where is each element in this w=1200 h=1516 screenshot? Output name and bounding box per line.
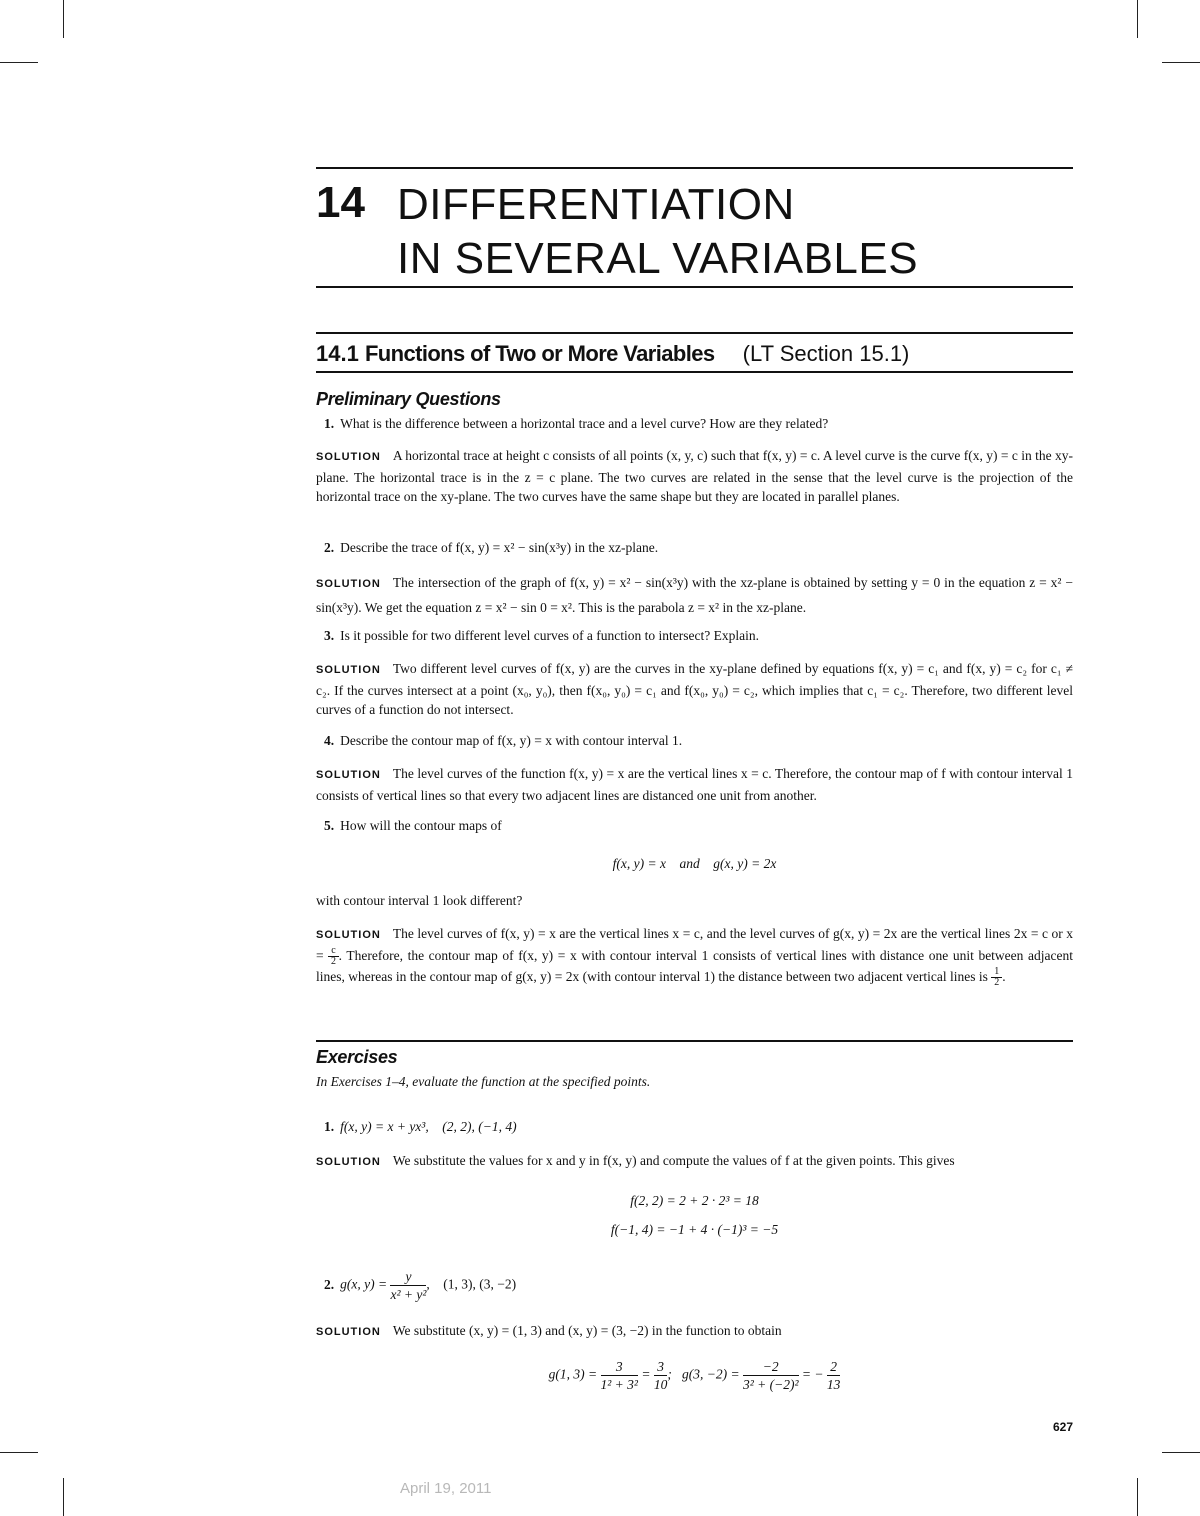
crop-mark — [1162, 62, 1200, 63]
section-number: 14.1 — [316, 341, 359, 366]
section-top-rule — [316, 332, 1073, 334]
question-5-display: f(x, y) = x and g(x, y) = 2x — [612, 856, 777, 871]
preliminary-heading: Preliminary Questions — [316, 389, 501, 409]
crop-mark — [63, 1478, 64, 1516]
date-stamp: April 19, 2011 — [400, 1480, 492, 1497]
crop-mark — [63, 0, 64, 38]
solution-label: SOLUTION — [316, 769, 381, 781]
solution-label: SOLUTION — [316, 929, 381, 941]
fraction: $\frac{c}{2}$ — [328, 946, 338, 967]
question-2: 2. Describe the trace of f(x, y) = x² − sin(x³y) in the xz-plane. — [324, 540, 659, 555]
fraction: $\frac{2}{13}$ — [826, 1359, 841, 1392]
chapter-top-rule — [316, 167, 1073, 169]
question-1: 1. What is the difference between a horizontal trace and a level curve? How are they related? — [324, 416, 829, 431]
crop-mark — [1137, 0, 1138, 38]
crop-mark — [1137, 1478, 1138, 1516]
question-4: 4. Describe the contour map of f(x, y) = x with contour interval 1. — [324, 733, 683, 748]
section-reference: (LT Section 15.1) — [742, 341, 910, 366]
exercise-1-line1: f(2, 2) = 2 + 2 · 2³ = 18 — [630, 1193, 759, 1208]
section-heading — [316, 340, 909, 368]
question-5-continued: with contour interval 1 look different? — [316, 893, 523, 908]
solution-5: SOLUTION The level curves of f(x, y) = x are the vertical lines x = c, and the level curves of g(x, y) = 2x are the vertical lines 2x = c or x = $\frac{c}{2}$ . Therefore, the contour map of f(x, y) = x with contour interval 1 consists of vertical lines with distance one unit between adjacent lines, whereas in the contour map of g(x, y) = 2x (with contour interval 1) the distance between two adjacent vertical lines is $\frac{1}{2}$ . — [316, 926, 1073, 989]
fraction: $\frac{3}{\text{1² + 3²}}$ — [600, 1359, 638, 1392]
fraction: $\frac{-2}{\text{3² + (−2)²}}$ — [742, 1359, 799, 1392]
fraction: $\frac{1}{2}$ — [991, 967, 1002, 988]
exercises-rule — [316, 1040, 1073, 1042]
solution-label: SOLUTION — [316, 1326, 381, 1338]
solution-1: SOLUTION A horizontal trace at height c consists of all points (x, y, c) such that f(x, y) = c. A level curve is the curve f(x, y) = c in the xy-plane. The horizontal trace is in the z = c plane. The two curves are related in the sense that the level curve is the projection of the horizontal trace on the xy-plane. The two curves have the same shape but they are located in parallel planes. — [316, 448, 1073, 504]
chapter-title-line2: IN SEVERAL VARIABLES — [397, 234, 919, 283]
exercise-2-solution: SOLUTION We substitute (x, y) = (1, 3) and (x, y) = (3, −2) in the function to obtain — [316, 1323, 782, 1338]
solution-label: SOLUTION — [316, 451, 381, 463]
solution-label: SOLUTION — [316, 1156, 381, 1168]
question-5: 5. How will the contour maps of — [324, 818, 502, 833]
page-number: 627 — [1053, 1420, 1074, 1434]
fraction: $\frac{3}{10}$ — [653, 1359, 668, 1392]
solution-4: SOLUTION The level curves of the function f(x, y) = x are the vertical lines x = c. Therefore, the contour map of f with contour interval 1 consists of vertical lines so that every two adjacent lines are distanced one unit from another. — [316, 766, 1073, 803]
crop-mark — [0, 1452, 38, 1453]
section-bottom-rule — [316, 371, 1073, 373]
exercise-2: 2. g(x, y) = $\frac{y}{\text{x² + y²}}$ , (1, 3), (3, −2) — [324, 1269, 517, 1302]
crop-mark — [1162, 1452, 1200, 1453]
chapter-title — [397, 178, 918, 286]
chapter-bottom-rule — [316, 286, 1073, 288]
exercises-heading: Exercises — [316, 1047, 398, 1067]
fraction: $\frac{y}{\text{x² + y²}}$ — [390, 1269, 427, 1302]
chapter-number: 14 — [316, 178, 365, 227]
section-title: Functions of Two or More Variables — [364, 341, 715, 366]
exercise-1-line2: f(−1, 4) = −1 + 4 · (−1)³ = −5 — [610, 1222, 779, 1237]
exercise-1-solution: SOLUTION We substitute the values for x and y in f(x, y) and compute the values of f at the given points. This gives — [316, 1153, 955, 1168]
solution-3: SOLUTION Two different level curves of f(x, y) are the curves in the xy-plane defined by equations f(x, y) = c₁ and f(x, y) = c₂ for c₁ ≠ c₂. If the curves intersect at a point (x₀, y₀), then f(x₀, y₀) = c₁ and f(x₀, y₀) = c₂, which implies that c₁ = c₂. Therefore, two different level curves of a function do not intersect. — [316, 661, 1073, 717]
exercise-1: 1. f(x, y) = x + yx³, (2, 2), (−1, 4) — [324, 1119, 517, 1134]
crop-mark — [0, 62, 38, 63]
solution-2: SOLUTION The intersection of the graph of f(x, y) = x² − sin(x³y) with the xz-plane is obtained by setting y = 0 in the equation z = x² − sin(x³y). We get the equation z = x² − sin 0 = x². This is the parabola z = x² in the xz-plane. — [316, 575, 1073, 615]
exercises-instruction: In Exercises 1–4, evaluate the function at the specified points. — [316, 1074, 651, 1089]
solution-label: SOLUTION — [316, 664, 381, 676]
exercise-2-display: g(1, 3) = $\frac{3}{\text{1² + 3²}}$ = $\frac{3}{10}$ ; g(3, −2) = $\frac{-2}{\text{3² + (−2)²}}$ = − $\frac{2}{13}$ — [548, 1359, 841, 1392]
chapter-title-line1: DIFFERENTIATION — [397, 180, 795, 229]
question-3: 3. Is it possible for two different level curves of a function to intersect? Explain. — [324, 628, 760, 643]
solution-label: SOLUTION — [316, 578, 381, 590]
